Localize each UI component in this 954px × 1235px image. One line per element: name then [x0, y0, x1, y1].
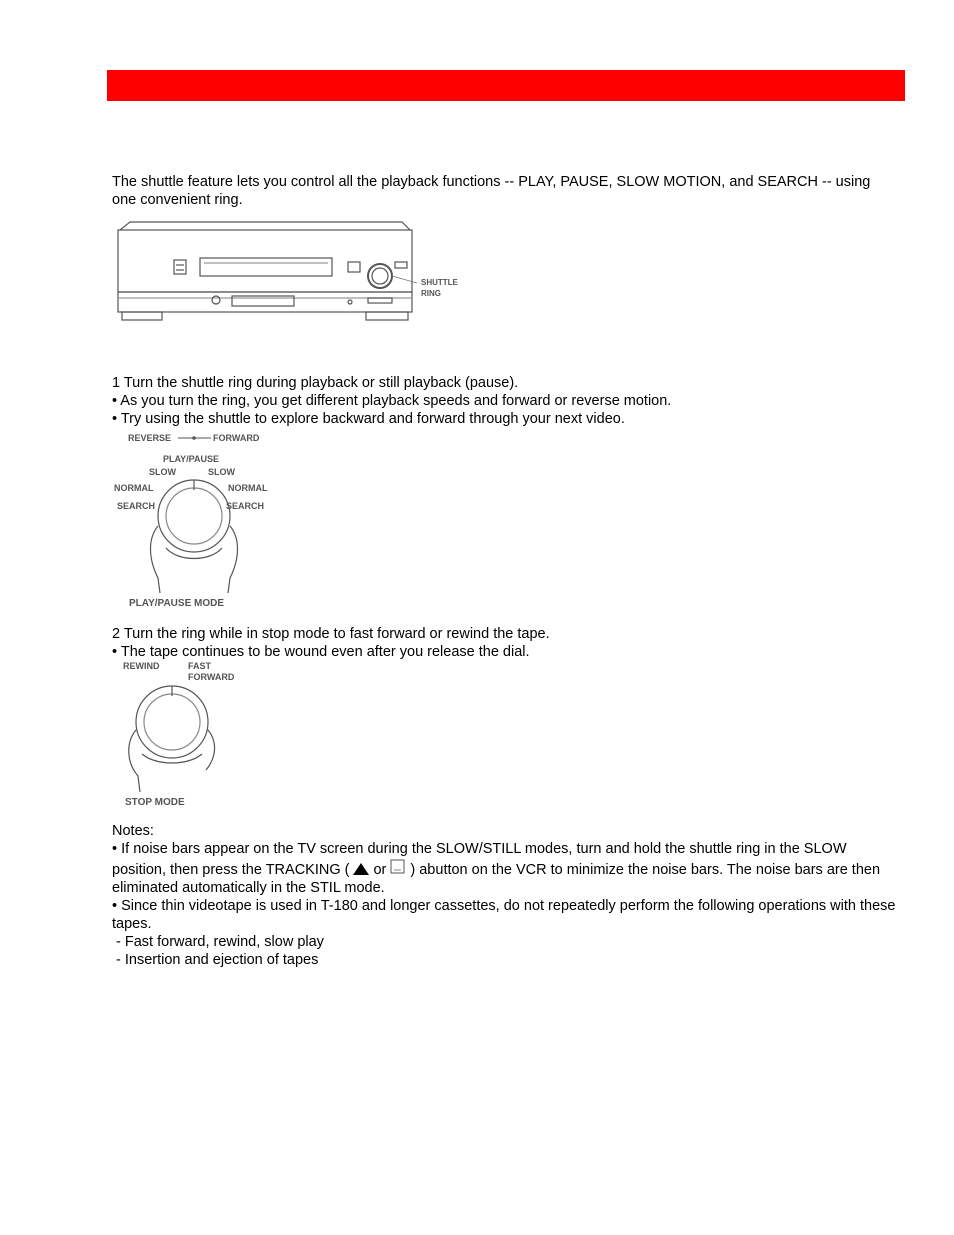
- note-1: [112, 840, 902, 897]
- label-search-right: SEARCH: [226, 501, 265, 511]
- label-normal-left: NORMAL: [114, 483, 154, 493]
- label-slow-left: SLOW: [149, 467, 176, 477]
- label-stop-mode: STOP MODE: [125, 797, 185, 808]
- play-pause-mode-illustration: [108, 428, 288, 613]
- label-normal-right: NORMAL: [228, 483, 268, 493]
- note-2: • Since thin videotape is used in T-180 and longer cassettes, do not repeatedly perform the following operations with these tapes.: [112, 898, 896, 932]
- label-search-left: SEARCH: [117, 501, 156, 511]
- header-bar: [107, 70, 905, 101]
- note-2-item: - Insertion and ejection of tapes: [112, 952, 319, 968]
- step2-title: 2 Turn the ring while in stop mode to fast forward or rewind the tape.: [112, 626, 550, 642]
- step2-bullet: • The tape continues to be wound even after you release the dial.: [112, 644, 530, 660]
- note-1-or: or: [373, 862, 387, 878]
- step1-bullet: • Try using the shuttle to explore backward and forward through your next video.: [112, 411, 625, 427]
- label-forward: FORWARD: [213, 433, 260, 443]
- label-rewind: REWIND: [123, 661, 160, 671]
- label-fast: FAST: [188, 661, 212, 671]
- notes-heading: Notes:: [112, 823, 154, 839]
- intro-paragraph: The shuttle feature lets you control all the playback functions -- PLAY, PAUSE, SLOW MOTION, and SEARCH -- using one convenient ring.: [112, 174, 871, 208]
- vcr-label-shuttle: SHUTTLE: [421, 278, 458, 287]
- stop-mode-illustration: [112, 658, 252, 810]
- vcr-illustration: [112, 218, 472, 328]
- step1-block: [112, 374, 671, 428]
- step2-block: [112, 625, 550, 661]
- label-fast-forward: FORWARD: [188, 672, 235, 682]
- note-1-text-end: ) abutton on the VCR to minimize the noise bars. The noise bars are then eliminated automatically in the STIL mode.: [112, 862, 881, 896]
- label-play-pause-mode: PLAY/PAUSE MODE: [129, 598, 225, 609]
- label-slow-right: SLOW: [208, 467, 235, 477]
- label-reverse: REVERSE: [128, 433, 172, 443]
- triangle-down-outline-icon: [389, 858, 407, 876]
- step1-title: 1 Turn the shuttle ring during playback or still playback (pause).: [112, 375, 519, 391]
- note-2-item: - Fast forward, rewind, slow play: [112, 934, 324, 950]
- note-1-text-start: • If noise bars appear on the TV screen during the SLOW/STILL modes, turn and hold the shuttle ring in the SLOW position, then press the TRACKING (: [112, 841, 847, 878]
- vcr-label-ring: RING: [421, 289, 441, 298]
- notes-block: [112, 822, 902, 969]
- step1-bullet: • As you turn the ring, you get different playback speeds and forward or reverse motion.: [112, 393, 672, 409]
- label-play-pause: PLAY/PAUSE: [163, 454, 220, 464]
- triangle-up-icon: [352, 862, 370, 876]
